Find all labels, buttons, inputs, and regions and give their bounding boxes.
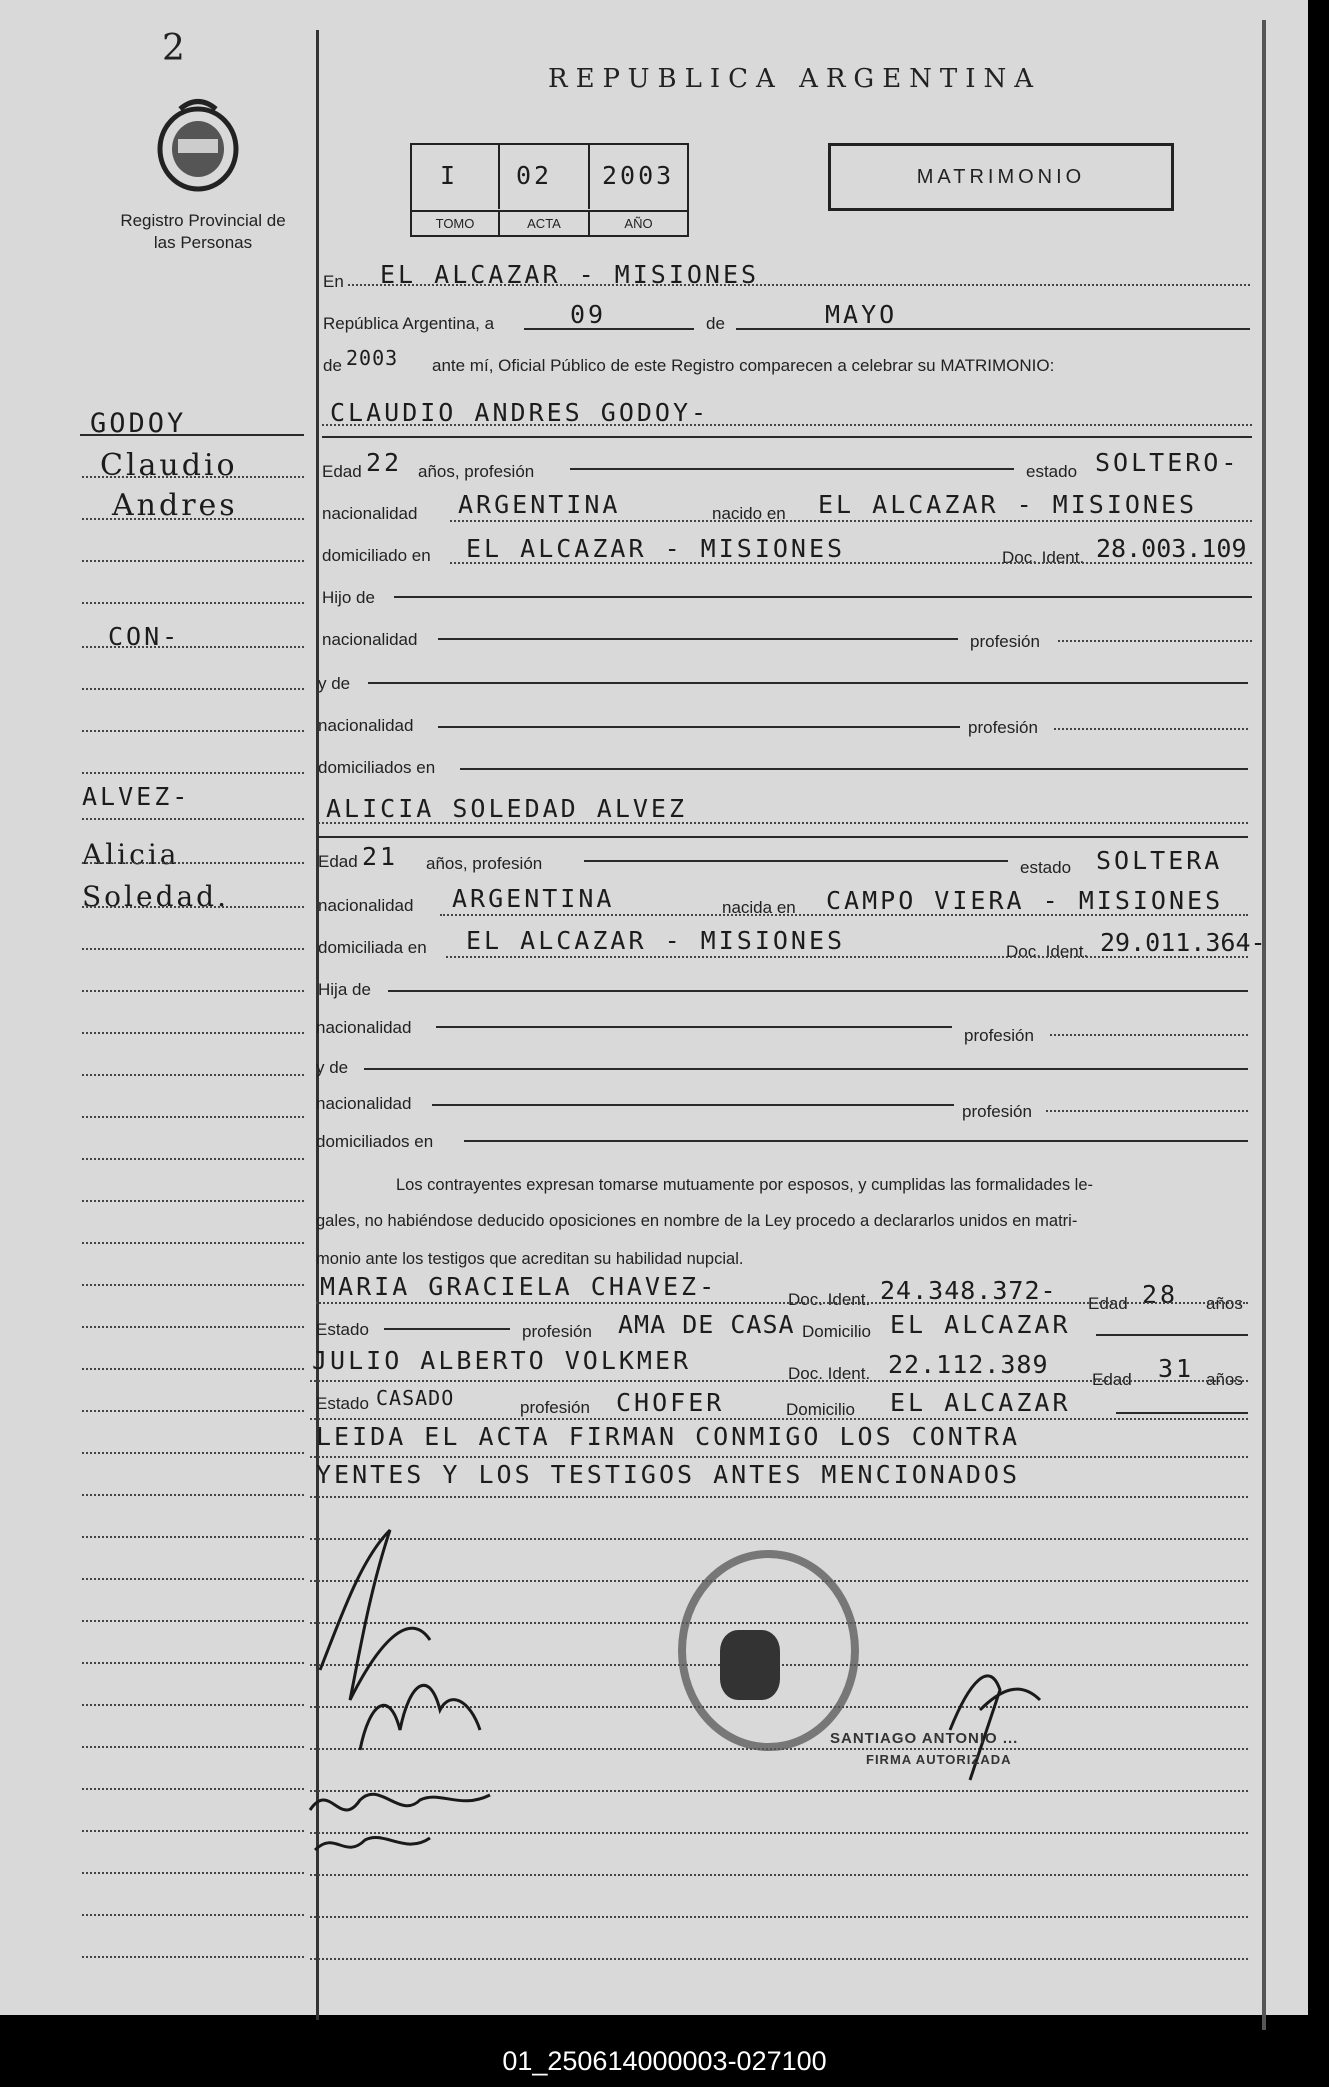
- witness2-address: EL ALCAZAR: [890, 1388, 1071, 1417]
- bride-estado: SOLTERA: [1096, 846, 1223, 875]
- margin-bride-name2: Soledad.: [82, 880, 230, 913]
- bride-age: 21: [362, 842, 399, 871]
- closing-line1: LEIDA EL ACTA FIRMAN CONMIGO LOS CONTRA: [316, 1422, 1020, 1451]
- witness1-domicilio-label: Domicilio: [802, 1322, 871, 1341]
- witness1-age: 28: [1142, 1280, 1179, 1309]
- groom-doc: 28.003.109: [1096, 534, 1247, 563]
- groom-address: EL ALCAZAR - MISIONES: [466, 534, 846, 563]
- month-value: MAYO: [825, 300, 898, 329]
- bride-doc-label: Doc. Ident.: [1006, 942, 1089, 961]
- closing-line2: YENTES Y LOS TESTIGOS ANTES MENCIONADOS: [316, 1460, 1020, 1489]
- groom-nationality: ARGENTINA: [458, 490, 621, 519]
- bride-domiciliados-label: domiciliados en: [316, 1132, 434, 1151]
- declaration-line1: Los contrayentes expresan tomarse mutuamente por esposos, y cumplidas las formalidades le-: [396, 1176, 1094, 1194]
- groom-nac2-label: nacionalidad: [318, 716, 414, 735]
- witness1-estado-label: Estado: [316, 1320, 369, 1339]
- witness2-profession: CHOFER: [616, 1388, 725, 1417]
- groom-prof2-label: profesión: [968, 718, 1038, 737]
- margin-groom-name1: Claudio: [100, 448, 238, 483]
- groom-estado-label: estado: [1026, 462, 1078, 481]
- bride-nationality: ARGENTINA: [452, 884, 615, 913]
- bride-address: EL ALCAZAR - MISIONES: [466, 926, 846, 955]
- registry-name: Registro Provincial de las Personas: [120, 211, 286, 252]
- bride-edad-label: Edad: [318, 852, 358, 871]
- republic-label: República Argentina, a: [323, 314, 495, 333]
- margin-bride-surname: ALVEZ-: [82, 782, 191, 811]
- groom-domiciliados-label: domiciliados en: [318, 758, 436, 777]
- witness1-profesion-label: profesión: [522, 1322, 592, 1341]
- record-type-box: MATRIMONIO: [828, 143, 1174, 211]
- bride-nac1-label: nacionalidad: [316, 1018, 412, 1037]
- bride-doc: 29.011.364-: [1100, 928, 1266, 957]
- page-edge: [1262, 20, 1266, 2030]
- witness1-doc-label: Doc. Ident.: [788, 1290, 871, 1309]
- acta-value: 02: [516, 161, 553, 190]
- intro-statement: ante mí, Oficial Público de este Registro comparecen a celebrar su MATRIMONIO:: [432, 356, 1055, 375]
- groom-edad-label: Edad: [322, 462, 362, 481]
- bride-birthplace: CAMPO VIERA - MISIONES: [826, 886, 1224, 915]
- tomo-value: I: [440, 161, 459, 190]
- witness2-name: JULIO ALBERTO VOLKMER: [312, 1346, 692, 1375]
- groom-nacido-label: nacido en: [712, 504, 786, 523]
- page-number: 2: [162, 28, 185, 69]
- margin-groom-name2: Andres: [112, 488, 238, 523]
- bride-full-name: ALICIA SOLEDAD ALVEZ: [326, 794, 688, 823]
- groom-estado: SOLTERO-: [1095, 448, 1240, 477]
- groom-full-name: CLAUDIO ANDRES GODOY-: [330, 398, 710, 427]
- declaration-line3: monio ante los testigos que acreditan su habilidad nupcial.: [316, 1250, 744, 1268]
- bride-nacionalidad-label: nacionalidad: [318, 896, 414, 915]
- margin-connector: CON-: [108, 622, 181, 651]
- bride-hija-label: Hija de: [318, 980, 371, 999]
- acta-label: ACTA: [500, 210, 590, 236]
- groom-age: 22: [366, 448, 403, 477]
- groom-birthplace: EL ALCAZAR - MISIONES: [818, 490, 1198, 519]
- de2-label: de: [323, 356, 342, 375]
- ano-label: AÑO: [590, 210, 687, 236]
- bride-nac2-label: nacionalidad: [316, 1094, 412, 1113]
- groom-anos-profesion-label: años, profesión: [418, 462, 535, 481]
- year-value: 2003: [346, 346, 399, 370]
- witness2-profesion-label: profesión: [520, 1398, 590, 1417]
- stamp-role: FIRMA AUTORIZADA: [866, 1752, 1012, 1767]
- place-value: EL ALCAZAR - MISIONES: [380, 260, 760, 289]
- bride-prof1-label: profesión: [964, 1026, 1034, 1045]
- groom-doc-label: Doc. Ident.: [1002, 548, 1085, 567]
- bride-yde-label: y de: [316, 1058, 349, 1077]
- witness1-edad-label: Edad: [1088, 1294, 1128, 1313]
- signatures-graphic: [300, 1500, 520, 1860]
- witness2-domicilio-label: Domicilio: [786, 1400, 855, 1419]
- bride-nacida-label: nacida en: [722, 898, 796, 917]
- bride-domiciliada-label: domiciliada en: [318, 938, 427, 957]
- groom-domiciliado-label: domiciliado en: [322, 546, 431, 565]
- witness1-profession: AMA DE CASA: [618, 1310, 795, 1339]
- witness2-doc: 22.112.389: [888, 1350, 1049, 1379]
- witness2-estado: CASADO: [376, 1386, 455, 1410]
- day-value: 09: [570, 300, 607, 329]
- coat-of-arms-icon: [150, 94, 246, 194]
- groom-nac1-label: nacionalidad: [322, 630, 418, 649]
- seal-emblem-icon: [720, 1630, 780, 1700]
- bride-anos-profesion-label: años, profesión: [426, 854, 543, 873]
- witness1-name: MARIA GRACIELA CHAVEZ-: [320, 1272, 718, 1301]
- witness2-doc-label: Doc. Ident.: [788, 1364, 871, 1383]
- declaration-line2: gales, no habiéndose deducido oposiciones en nombre de la Ley procedo a declararlos unidos en matri-: [316, 1212, 1078, 1230]
- en-label: En: [323, 272, 344, 291]
- witness2-estado-label: Estado: [316, 1394, 369, 1413]
- witness1-doc: 24.348.372-: [880, 1276, 1057, 1305]
- witness2-age: 31: [1158, 1354, 1195, 1383]
- groom-hijo-label: Hijo de: [322, 588, 375, 607]
- margin-groom-surname: GODOY: [90, 408, 187, 439]
- de-label: de: [706, 314, 725, 333]
- groom-nacionalidad-label: nacionalidad: [322, 504, 418, 523]
- footer-id: 01_250614000003-027100: [0, 2035, 1329, 2087]
- margin-bride-name1: Alicia: [82, 838, 180, 871]
- witness1-anos-label: años: [1206, 1294, 1243, 1313]
- witness1-address: EL ALCAZAR: [890, 1310, 1071, 1339]
- tomo-label: TOMO: [412, 210, 500, 236]
- witness2-edad-label: Edad: [1092, 1370, 1132, 1389]
- ano-value: 2003: [602, 161, 675, 190]
- witness2-anos-label: años: [1206, 1370, 1243, 1389]
- groom-yde-label: y de: [318, 674, 351, 693]
- bride-estado-label: estado: [1020, 858, 1072, 877]
- bride-prof2-label: profesión: [962, 1102, 1032, 1121]
- page-title: REPUBLICA ARGENTINA: [548, 64, 1042, 94]
- official-signature-graphic: [930, 1620, 1050, 1820]
- stamp-name: SANTIAGO ANTONIO ...: [830, 1730, 1019, 1747]
- record-number-box: [410, 143, 689, 237]
- groom-prof1-label: profesión: [970, 632, 1040, 651]
